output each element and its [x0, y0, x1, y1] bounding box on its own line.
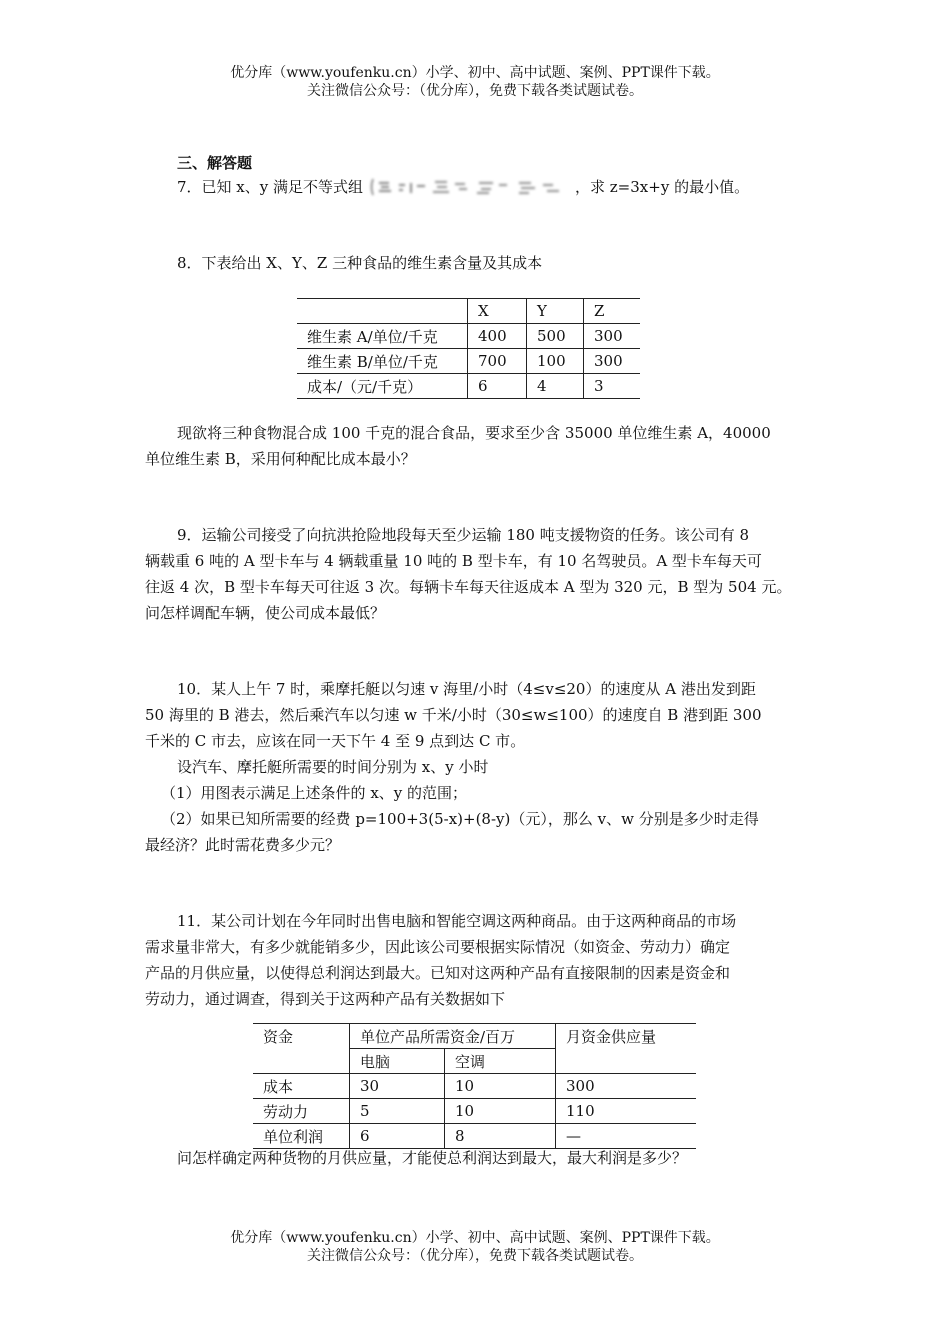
q11-line-2: 需求量非常大，有多少就能销多少，因此该公司要根据实际情况（如资金、劳动力）确定: [145, 938, 731, 956]
table-cell: 110: [556, 1099, 697, 1124]
table-cell: 10: [445, 1074, 556, 1099]
table-row: [253, 1124, 696, 1149]
q9-line-2: 辆载重 6 吨的 A 型卡车与 4 辆载重量 10 吨的 B 型卡车，有 10 名驾驶员。A 型卡车每天可: [145, 552, 762, 570]
table-cell: Z: [584, 299, 641, 324]
capital-table: [253, 1023, 696, 1149]
table-cell: 劳动力: [253, 1099, 350, 1124]
table-cell: 成本: [253, 1074, 350, 1099]
q9-line-4: 问怎样调配车辆，使公司成本最低？: [145, 604, 386, 622]
table-cell: 400: [468, 324, 527, 349]
q11-line-4: 劳动力，通过调查，得到关于这两种产品有关数据如下: [145, 990, 506, 1008]
q10-line-6: （2）如果已知所需要的经费 p=100+3(5-x)+(8-y)（元），那么 v、w 分别是多少时走得: [161, 810, 759, 828]
table-cell: 维生素 B/单位/千克: [297, 349, 468, 374]
table-cell: 单位利润: [253, 1124, 350, 1149]
q10-line-7: 最经济？此时需花费多少元？: [145, 836, 341, 854]
table-cell: [297, 299, 468, 324]
table-cell: 单位产品所需资金/百万: [350, 1024, 556, 1049]
q9-line-3: 往返 4 次，B 型卡车每天可往返 3 次。每辆卡车每天往返成本 A 型为 320 元，B 型为 504 元。: [145, 578, 792, 596]
table-row: [297, 324, 640, 349]
header-line-1: 优分库（www.youfenku.cn）小学、初中、高中试题、案例、PPT课件下载。: [230, 65, 720, 81]
table-cell: 4: [527, 374, 584, 399]
footer-line-2: 关注微信公众号：（优分库），免费下载各类试题试卷。: [307, 1248, 643, 1264]
footer-line-1: 优分库（www.youfenku.cn）小学、初中、高中试题、案例、PPT课件下载。: [230, 1230, 720, 1246]
q8-question-line-2: 单位维生素 B，采用何种配比成本最小？: [145, 450, 416, 468]
table-cell: 300: [584, 324, 641, 349]
table-cell: 100: [527, 349, 584, 374]
q11-question: 问怎样确定两种货物的月供应量，才能使总利润达到最大，最大利润是多少？: [177, 1149, 688, 1167]
table-cell: 成本/（元/千克）: [297, 374, 468, 399]
table-cell: 月资金供应量: [556, 1024, 697, 1074]
table-cell: —: [556, 1124, 697, 1149]
table-cell: 300: [584, 349, 641, 374]
q7-text-before: 7．已知 x、y 满足不等式组: [177, 178, 364, 196]
inequality-system-image: [369, 177, 569, 197]
q10-line-4: 设汽车、摩托艇所需要的时间分别为 x、y 小时: [177, 758, 489, 776]
table-header-row: [297, 299, 640, 324]
table-cell: 维生素 A/单位/千克: [297, 324, 468, 349]
q8-intro: 8．下表给出 X、Y、Z 三种食品的维生素含量及其成本: [177, 254, 543, 272]
section-title: 三、解答题: [177, 154, 253, 172]
table-cell: 500: [527, 324, 584, 349]
table-header-row: [253, 1024, 696, 1049]
q11-line-1: 11．某公司计划在今年同时出售电脑和智能空调这两种商品。由于这两种商品的市场: [177, 912, 737, 930]
table-cell: X: [468, 299, 527, 324]
q10-line-1: 10．某人上午 7 时，乘摩托艇以匀速 v 海里/小时（4≤v≤20）的速度从 A 港出发到距: [177, 680, 756, 698]
q10-line-3: 千米的 C 市去，应该在同一天下午 4 至 9 点到达 C 市。: [145, 732, 526, 750]
vitamin-table: [297, 298, 640, 399]
page-header: [0, 64, 950, 100]
table-cell: 300: [556, 1074, 697, 1099]
table-row: [253, 1074, 696, 1099]
question-7: [145, 174, 817, 200]
q7-text-after: ，求 z=3x+y 的最小值。: [575, 178, 750, 196]
q11-line-3: 产品的月供应量，以使得总利润达到最大。已知对这两种产品有直接限制的因素是资金和: [145, 964, 731, 982]
header-line-2: 关注微信公众号：（优分库），免费下载各类试题试卷。: [307, 83, 643, 99]
table-cell: 空调: [445, 1049, 556, 1074]
table-row: [297, 374, 640, 399]
table-row: [297, 349, 640, 374]
q8-question-line-1: 现欲将三种食物混合成 100 千克的混合食品，要求至少含 35000 单位维生素 A，40000: [177, 424, 771, 442]
q10-line-5: （1）用图表示满足上述条件的 x、y 的范围；: [161, 784, 468, 802]
table-row: [253, 1099, 696, 1124]
table-cell: 8: [445, 1124, 556, 1149]
table-cell: 10: [445, 1099, 556, 1124]
table-cell: 6: [468, 374, 527, 399]
q9-line-1: 9．运输公司接受了向抗洪抢险地段每天至少运输 180 吨支援物资的任务。该公司有 8: [177, 526, 750, 544]
page-footer: [0, 1229, 950, 1265]
table-cell: 30: [350, 1074, 445, 1099]
table-cell: 电脑: [350, 1049, 445, 1074]
table-cell: 700: [468, 349, 527, 374]
q10-line-2: 50 海里的 B 港去，然后乘汽车以匀速 w 千米/小时（30≤w≤100）的速度自 B 港到距 300: [145, 706, 762, 724]
table-cell: Y: [527, 299, 584, 324]
table-cell: 6: [350, 1124, 445, 1149]
table-cell: 3: [584, 374, 641, 399]
table-cell: 5: [350, 1099, 445, 1124]
table-cell: 资金: [253, 1024, 350, 1074]
